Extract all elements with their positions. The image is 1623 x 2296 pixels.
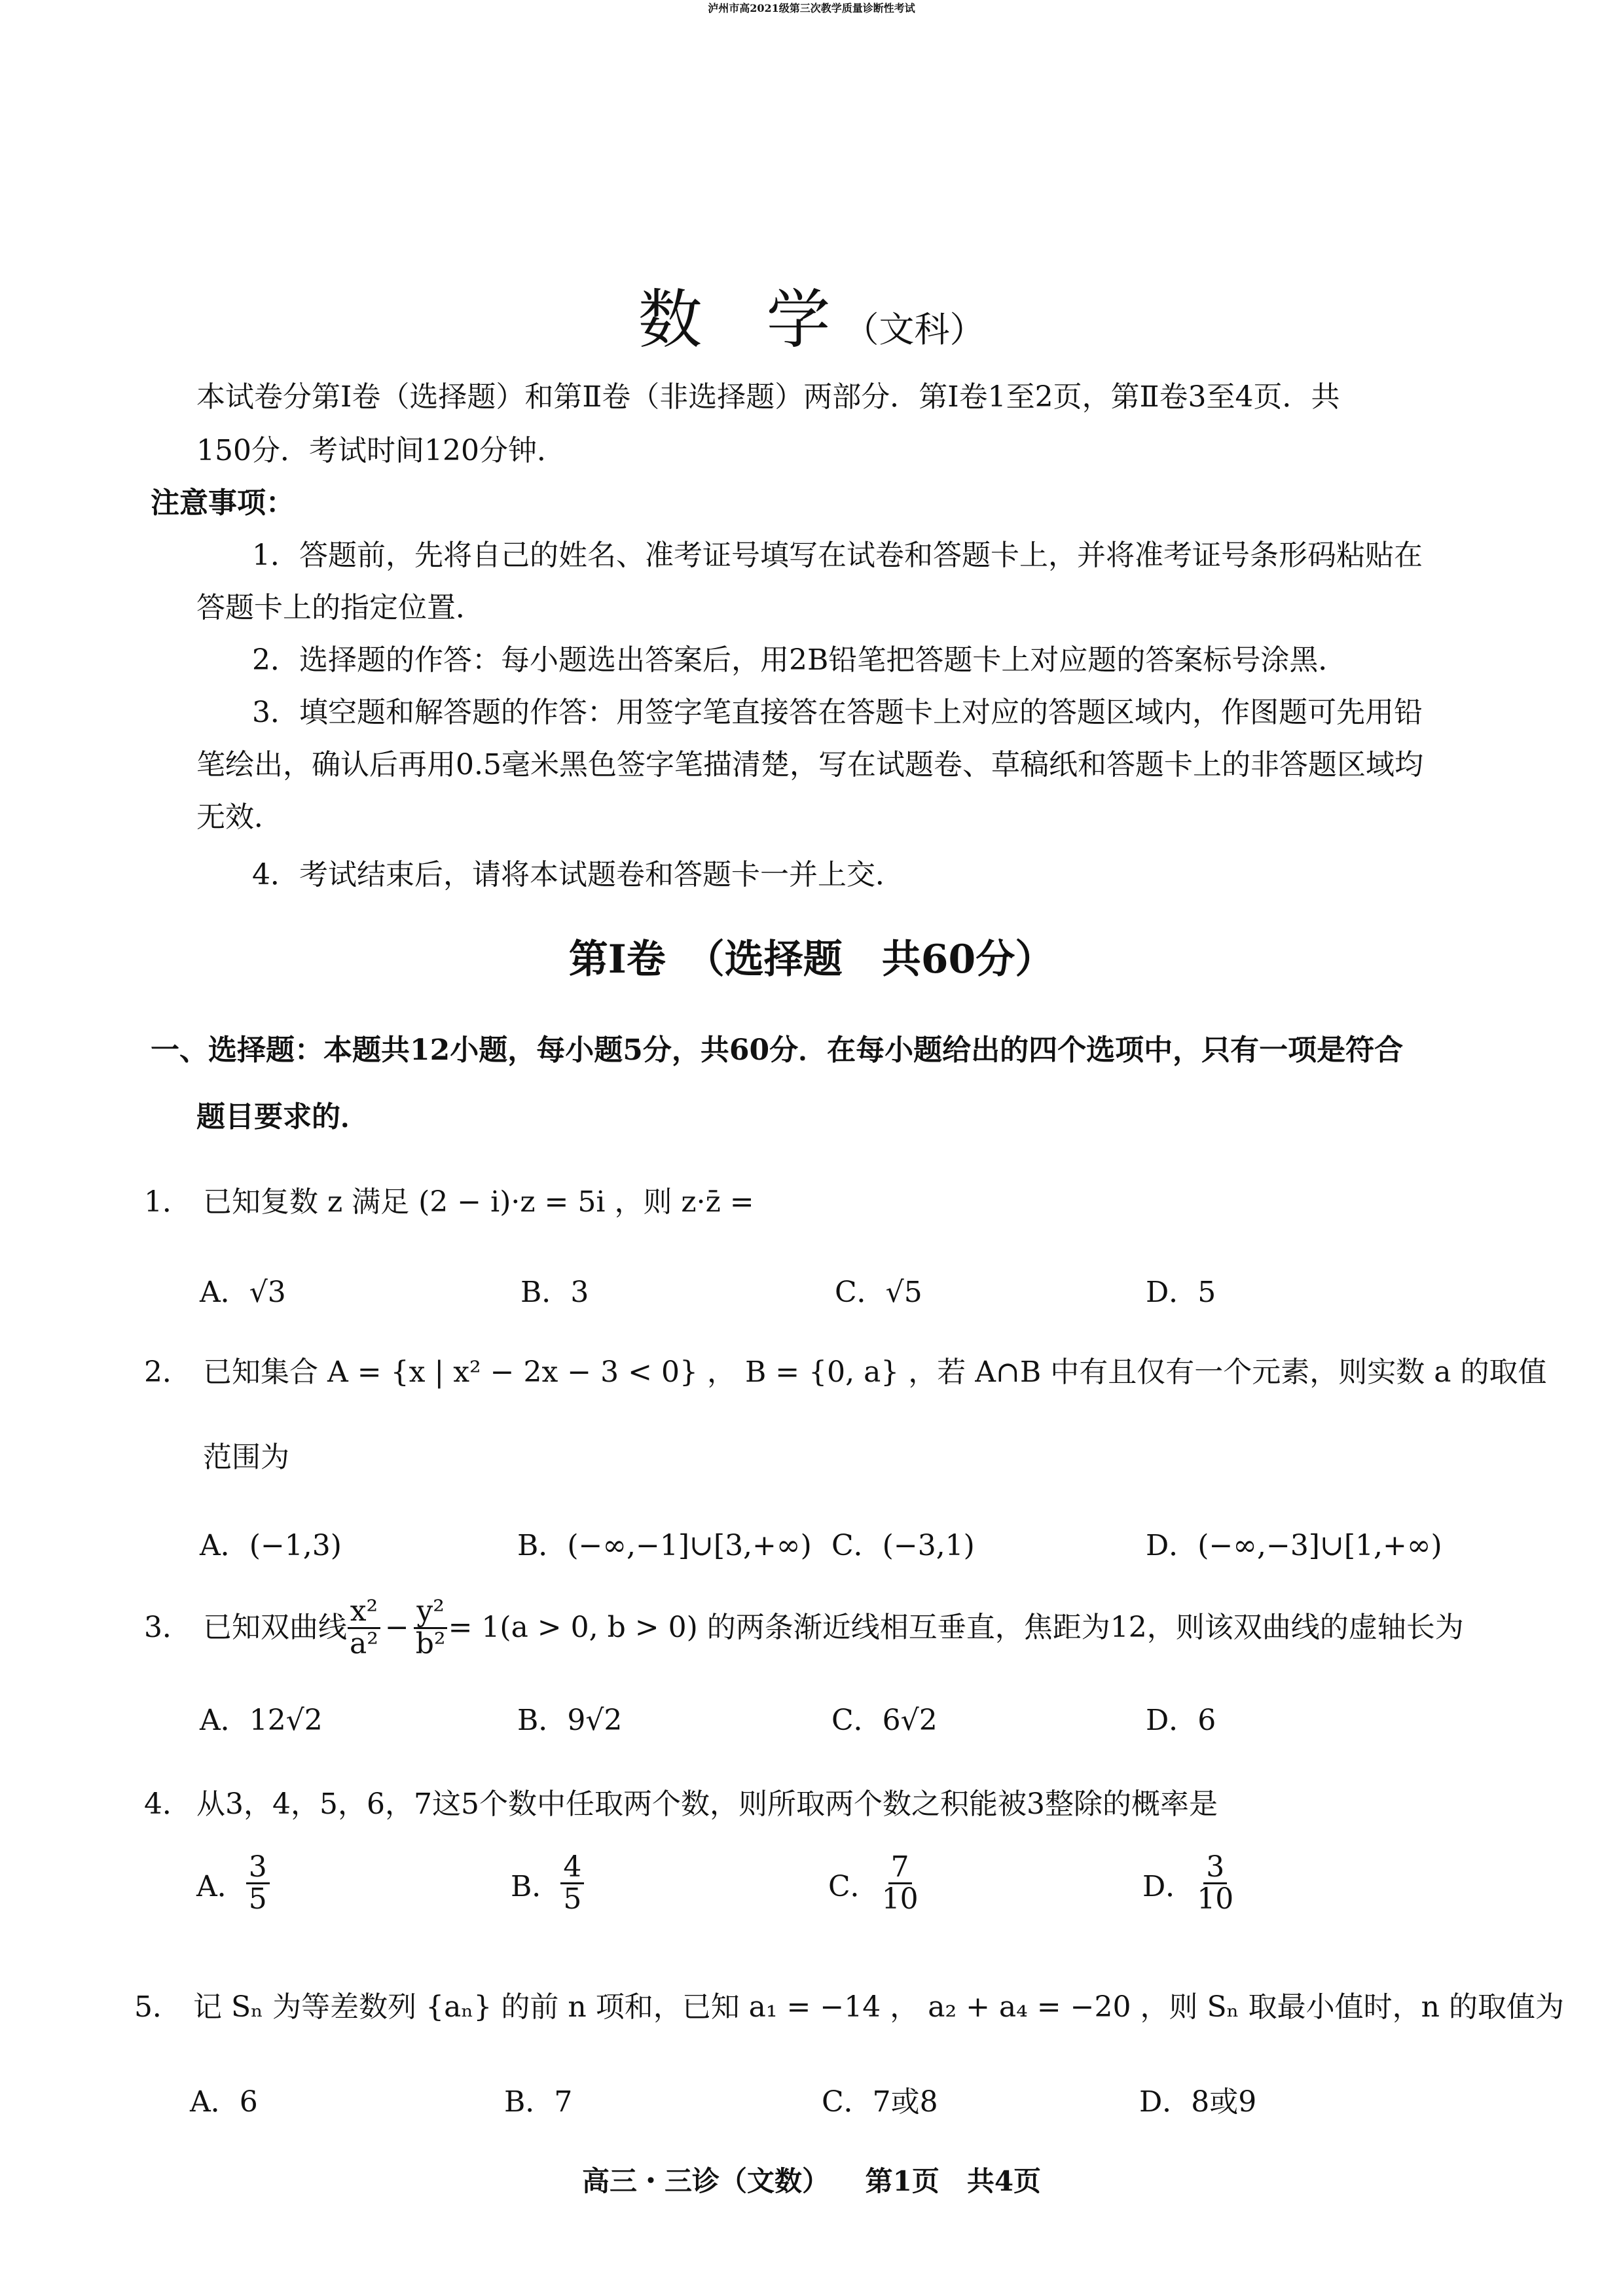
footer-page-number: 第1页 共4页 <box>865 2165 1042 2197</box>
question-2-option-b: B．(−∞,−1]∪[3,+∞) <box>517 1529 812 1562</box>
subject-note: （文科） <box>843 309 985 350</box>
fraction-numerator: 3 <box>1203 1852 1227 1884</box>
question-3-stem-post: = 1(a > 0, b > 0) 的两条渐近线相互垂直，焦距为12，则该双曲线的虚轴长为 <box>448 1611 1464 1644</box>
question-1-number: 1． <box>144 1185 191 1219</box>
fraction-numerator: 4 <box>560 1852 584 1884</box>
question-4-stem: 从3，4，5，6，7这5个数中任取两个数，则所取两个数之积能被3整除的概率是 <box>196 1787 1218 1821</box>
notice-item-2: 2．选择题的作答：每小题选出答案后，用2B铅笔把答题卡上对应题的答案标号涂黑． <box>252 643 1347 677</box>
question-5-option-c: C．7或8 <box>822 2085 938 2119</box>
question-3-option-d: D．6 <box>1146 1704 1216 1737</box>
question-4-option-c <box>828 1852 921 1914</box>
option-fraction <box>879 1852 921 1914</box>
subject-title <box>0 268 1623 361</box>
question-1-option-d: D．5 <box>1146 1276 1216 1309</box>
question-1-option-b: B．3 <box>520 1276 589 1309</box>
question-3-option-b: B．9√2 <box>517 1704 623 1737</box>
question-3-option-a: A．12√2 <box>200 1704 323 1737</box>
fraction-numerator: x² <box>348 1596 380 1628</box>
question-5-option-b: B．7 <box>504 2085 573 2119</box>
question-1-option-a: A．√3 <box>200 1276 286 1309</box>
question-3-option-c: C．6√2 <box>831 1704 938 1737</box>
notice-item-1-line-2: 答题卡上的指定位置． <box>196 591 484 624</box>
option-label: B． <box>511 1869 561 1903</box>
question-4-option-d <box>1142 1852 1236 1914</box>
question-3-stem-pre: 已知双曲线 <box>203 1611 347 1644</box>
fraction-numerator: 7 <box>888 1852 912 1884</box>
question-2-option-d: D．(−∞,−3]∪[1,+∞) <box>1146 1529 1442 1562</box>
notice-item-3-line-3: 无效． <box>196 800 283 834</box>
notice-item-3-line-1: 3．填空题和解答题的作答：用签字笔直接答在答题卡上对应的答题区域内，作图题可先用铅 <box>252 696 1423 729</box>
question-2-stem-continued: 范围为 <box>203 1441 289 1474</box>
question-1-option-c: C．√5 <box>835 1276 922 1309</box>
question-5-stem: 记 Sₙ 为等差数列 {aₙ} 的前 n 项和，已知 a₁ = −14 ， a₂ + a₄ = −20 ，则 Sₙ 取最小值时，n 的取值为 <box>193 1990 1564 2024</box>
question-2-option-c: C．(−3,1) <box>831 1529 975 1562</box>
question-2-stem: 已知集合 A = {x | x² − 2x − 3 < 0} ， B = {0, a} ，若 A∩B 中有且仅有一个元素，则实数 a 的取值 <box>203 1355 1547 1389</box>
section-title: 第Ⅰ卷 （选择题 共60分） <box>568 937 1055 982</box>
question-3-stem <box>203 1585 1464 1670</box>
intro-line-2: 150分．考试时间120分钟． <box>196 434 566 467</box>
fraction-denominator: 5 <box>248 1882 267 1916</box>
question-4-option-a <box>196 1852 270 1914</box>
notice-item-4: 4．考试结束后，请将本试题卷和答题卡一并上交． <box>252 858 904 891</box>
intro-line-1: 本试卷分第Ⅰ卷（选择题）和第Ⅱ卷（非选择题）两部分．第Ⅰ卷1至2页，第Ⅱ卷3至4页．共 <box>196 380 1340 414</box>
fraction-denominator: 10 <box>881 1882 919 1916</box>
fraction-denominator: 5 <box>563 1882 582 1916</box>
question-5-number: 5． <box>134 1990 181 2024</box>
exam-title: 泸州市高2021级第三次教学质量诊断性考试 <box>708 2 915 14</box>
question-5-option-a: A．6 <box>190 2085 258 2119</box>
option-label: C． <box>828 1869 879 1903</box>
fraction-denominator: b² <box>415 1626 446 1660</box>
question-4-number: 4． <box>144 1787 191 1821</box>
option-fraction <box>560 1852 584 1914</box>
question-3-minus: − <box>384 1611 409 1644</box>
option-label: A． <box>196 1869 246 1903</box>
question-3-number: 3． <box>144 1611 191 1644</box>
footer-exam-label: 高三・三诊（文数） <box>581 2165 830 2197</box>
section-instruction-line-1: 一、选择题：本题共12小题，每小题5分，共60分．在每小题给出的四个选项中，只有一项是符合 <box>151 1033 1404 1067</box>
question-3-fraction-y <box>413 1596 448 1659</box>
question-4-option-b <box>511 1852 584 1914</box>
option-fraction <box>246 1852 270 1914</box>
fraction-denominator: a² <box>350 1626 378 1660</box>
option-label: D． <box>1142 1869 1195 1903</box>
fraction-numerator: y² <box>414 1596 447 1628</box>
question-3-fraction-x <box>347 1596 381 1659</box>
option-fraction <box>1194 1852 1236 1914</box>
question-2-number: 2． <box>144 1355 191 1389</box>
question-1-stem: 已知复数 z 满足 (2 − i)·z = 5i ，则 z·z̄ = <box>203 1185 754 1219</box>
fraction-numerator: 3 <box>246 1852 270 1884</box>
notice-item-1-line-1: 1．答题前，先将自己的姓名、准考证号填写在试卷和答题卡上，并将准考证号条形码粘贴在 <box>252 539 1423 572</box>
subject-name: 数 学 <box>638 283 831 357</box>
question-2-option-a: A．(−1,3) <box>200 1529 342 1562</box>
section-instruction-line-2: 题目要求的． <box>196 1100 369 1134</box>
notice-heading: 注意事项： <box>151 486 295 520</box>
question-5-option-d: D．8或9 <box>1139 2085 1257 2119</box>
fraction-denominator: 10 <box>1197 1882 1234 1916</box>
notice-item-3-line-2: 笔绘出，确认后再用0.5毫米黑色签字笔描清楚，写在试题卷、草稿纸和答题卡上的非答题区域均 <box>196 748 1423 781</box>
page-footer <box>0 2160 1623 2199</box>
